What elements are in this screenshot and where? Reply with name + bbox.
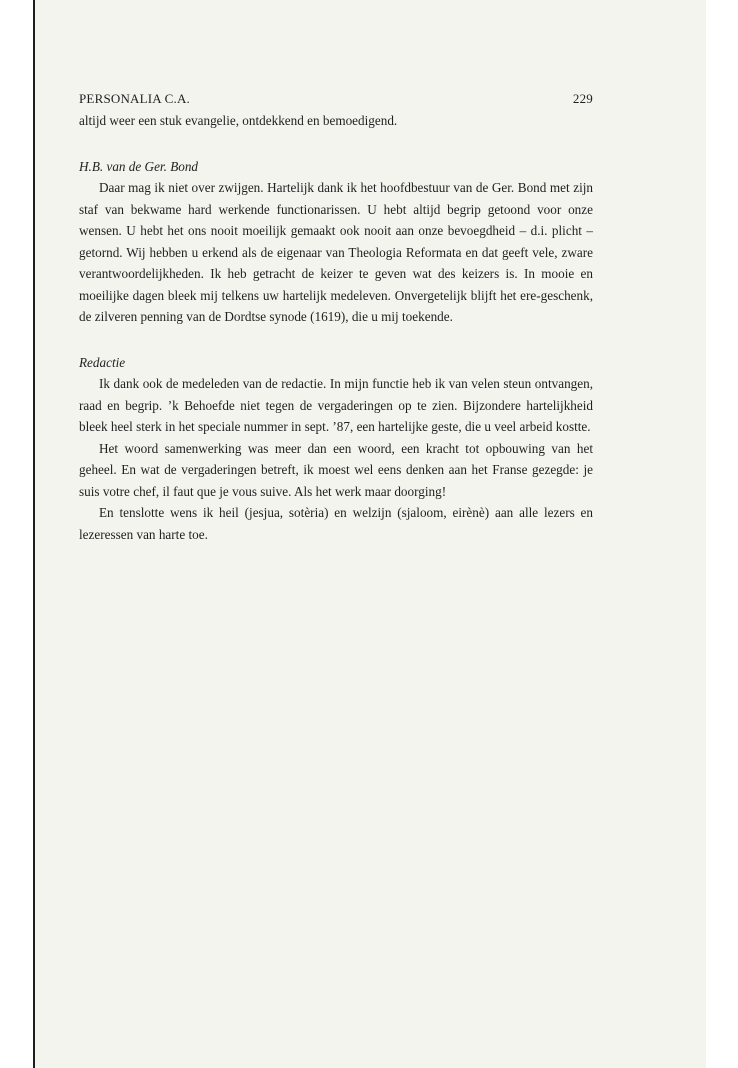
redactie-paragraph-3: En tenslotte wens ik heil (jesjua, sotèria) en welzijn (sjaloom, eirènè) aan alle lezers en lezeressen van harte toe. [79, 505, 593, 542]
page-content [79, 88, 593, 545]
redactie-paragraph-2: Het woord samenwerking was meer dan een woord, een kracht tot opbouwing van het geheel. En wat de vergaderingen betreft, ik moest wel eens denken aan het Franse gezegde: je suis votre chef, il faut que je vous suive. Als het werk maar doorging! [79, 440, 593, 499]
binding-edge [33, 0, 35, 1068]
page-number: 229 [572, 91, 593, 106]
redactie-paragraph-1: Ik dank ook de medeleden van de redactie. In mijn functie heb ik van velen steun ontvangen, raad en begrip. ’k Behoefde niet tegen de vergaderingen op te zien. Bijzondere hartelijkheid bleek heel sterk in het speciale nummer in sept. ’87, een hartelijke geste, die u veel arbeid kostte. [79, 376, 593, 434]
section-bond [79, 156, 593, 328]
bond-paragraph: Daar mag ik niet over zwijgen. Hartelijk dank ik het hoofdbestuur van de Ger. Bond met zijn staf van bekwame hard werkende functionarissen. U hebt altijd begrip getoond voor onze wensen. U hebt het ons nooit moeilijk gemaakt ook nooit aan onze bevoegdheid – d.i. plicht – getornd. Wij hebben u erkend als de eigenaar van Theologia Reformata en dat geeft vele, zware verantwoordelijkheden. Ik heb getracht de keizer te geven wat des keizers is. In mooie en moeilijke dagen bleek mij telkens uw hartelijk medeleven. Onvergetelijk blijft het ere-geschenk, de zilveren penning van de Dordtse synode (1619), die u mij toekende. [79, 180, 593, 324]
section-heading-redactie: Redactie [79, 354, 126, 370]
intro-paragraph: altijd weer een stuk evangelie, ontdekkend en bemoedigend. [79, 113, 398, 128]
section-redactie [79, 352, 593, 546]
section-heading-bond: H.B. van de Ger. Bond [79, 158, 199, 174]
header-title: PERSONALIA C.A. [79, 91, 190, 106]
running-head [79, 88, 593, 108]
